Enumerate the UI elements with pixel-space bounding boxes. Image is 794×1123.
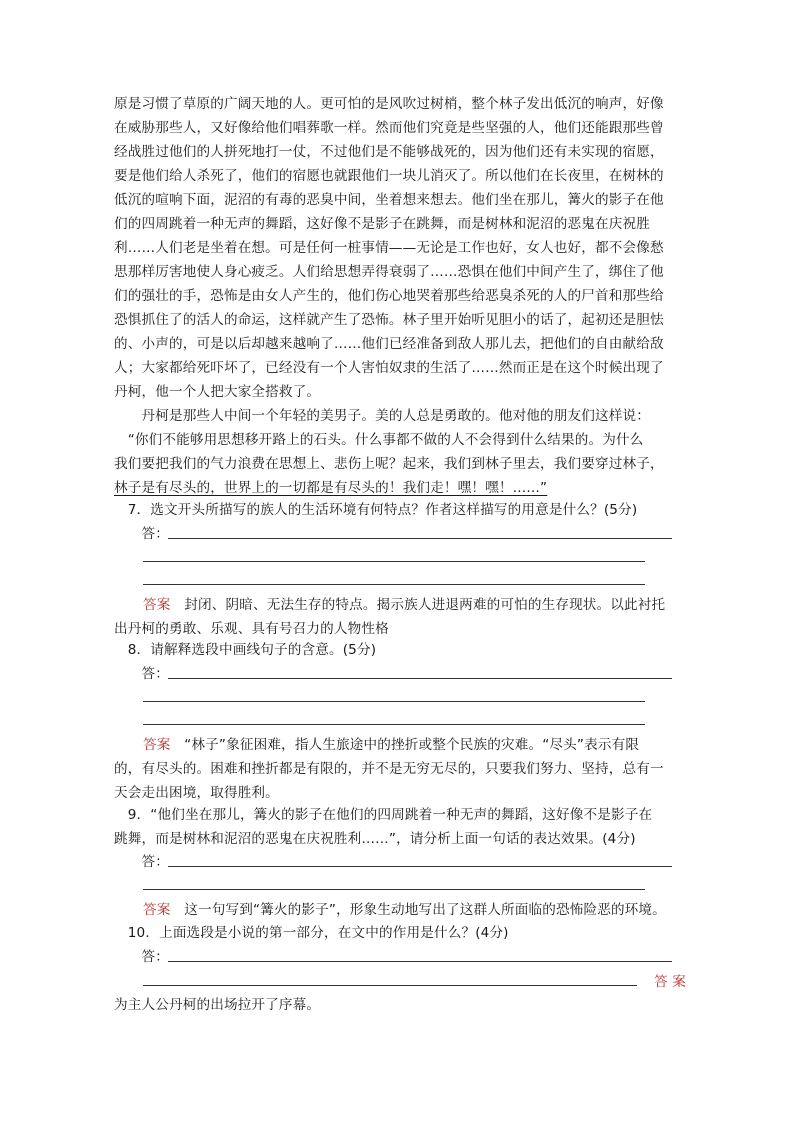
question-9: 跳舞，而是树林和泥沼的恶鬼在庆祝胜利……”，请分析上面一句话的表达效果。(4分) (114, 831, 636, 847)
answer-9-line (143, 898, 686, 922)
answer-7-line: 出丹柯的勇敢、乐观、具有号召力的人物性格 (114, 621, 389, 637)
passage-line: 人；大家都给死吓坏了，已经没有一个人害怕奴隶的生活了……然而正是在这个时候出现了 (114, 360, 664, 376)
passage-line: 要是他们给人杀死了，他们的宿愿也就跟他们一块儿消灭了。所以他们在长夜里，在树林的 (114, 168, 664, 184)
answer-label: 答案 (143, 902, 171, 918)
answer-label: 答 案 (654, 974, 686, 990)
passage-line: 们的四周跳着一种无声的舞蹈，这好像不是影子在跳舞，而是树林和泥沼的恶鬼在庆祝胜 (114, 216, 651, 232)
answer-blank-line[interactable] (143, 889, 645, 890)
answer-blank-line[interactable] (168, 538, 672, 539)
passage-line: 们的强壮的手，恐怖是由女人产生的，他们伤心地哭着那些给恶臭杀死的人的尸首和那些给 (114, 288, 664, 304)
answer-blank-line[interactable] (168, 678, 672, 679)
question-9: 9．“他们坐在那儿，篝火的影子在他们的四周跳着一种无声的舞蹈，这好像不是影子在 (114, 807, 653, 823)
question-10: 10．上面选段是小说的第一部分，在文中的作用是什么？(4分) (114, 925, 509, 941)
passage-line: 经战胜过他们的人拼死地打一仗，不过他们是不能够战死的，因为他们还有未实现的宿愿， (114, 144, 664, 160)
answer-10-line: 为主人公丹柯的出场拉开了序幕。 (114, 997, 321, 1013)
passage-line: “你们不能够用思想移开路上的石头。什么事都不做的人不会得到什么结果的。为什么 (114, 432, 644, 448)
passage-line: 丹柯是那些人中间一个年轻的美男子。美的人总是勇敢的。他对他的朋友们这样说： (114, 408, 651, 424)
answer-label: 答案 (143, 737, 171, 753)
answer-prompt: 答： (114, 666, 169, 682)
answer-prompt: 答： (114, 526, 169, 542)
answer-blank-line[interactable] (143, 985, 637, 986)
answer-blank-line[interactable] (168, 866, 672, 867)
answer-prompt: 答： (114, 949, 169, 965)
passage-line: 恐惧抓住了的活人的命运，这样就产生了恐怖。林子里开始听见胆小的话了，起初还是胆怯 (114, 312, 664, 328)
passage-line: 的、小声的，可是以后却越来越响了……他们已经准备到敌人那儿去，把他们的自由献给敌 (114, 336, 664, 352)
answer-blank-line[interactable] (143, 561, 645, 562)
answer-blank-line[interactable] (143, 584, 645, 585)
question-7: 7．选文开头所描写的族人的生活环境有何特点？作者这样描写的用意是什么？(5分) (114, 502, 638, 518)
answer-8-line: 的，有尽头的。困难和挫折都是有限的，并不是无穷无尽的，只要我们努力、坚持，总有一 (114, 761, 664, 777)
answer-text: 封闭、阴暗、无法生存的特点。揭示族人进退两难的可怕的生存现状。以此衬托 (170, 597, 666, 613)
question-8: 8．请解释选段中画线句子的含意。(5分) (114, 642, 377, 658)
passage-line: 在威胁那些人，又好像给他们唱葬歌一样。然而他们究竟是些坚强的人，他们还能跟那些曾 (114, 120, 664, 136)
passage-line: 丹柯，他一个人把大家全搭救了。 (114, 384, 321, 400)
passage-line: 我们要把我们的气力浪费在思想上、悲伤上呢？起来，我们到林子里去，我们要穿过林子， (114, 456, 664, 472)
answer-text: 这一句写到“篝火的影子”，形象生动地写出了这群人所面临的恐怖险恶的环境。 (170, 902, 666, 918)
passage-line: 思那样厉害地使人身心疲乏。人们给思想弄得衰弱了……恐惧在他们中间产生了，绑住了他 (114, 264, 664, 280)
passage-line: 原是习惯了草原的广阔天地的人。更可怕的是风吹过树梢，整个林子发出低沉的响声，好像 (114, 96, 664, 112)
passage-line: 低沉的喧响下面，泥沼的有毒的恶臭中间，坐着想来想去。他们坐在那儿，篝火的影子在他 (114, 192, 664, 208)
answer-8-line: 天会走出困境，取得胜利。 (114, 785, 279, 801)
answer-blank-line[interactable] (143, 724, 645, 725)
answer-blank-line[interactable] (168, 961, 672, 962)
answer-label: 答案 (143, 597, 171, 613)
answer-8-line (143, 733, 686, 757)
answer-text: “林子”象征困难，指人生旅途中的挫折或整个民族的灾难。“尽头”表示有限 (170, 737, 640, 753)
answer-7-line (143, 593, 686, 617)
answer-blank-line[interactable] (143, 701, 645, 702)
passage-line: 利……人们老是坐着在想。可是任何一桩事情——无论是工作也好，女人也好，都不会像愁 (114, 240, 664, 256)
answer-prompt: 答： (114, 854, 169, 870)
underlined-sentence: 林子是有尽头的，世界上的一切都是有尽头的！我们走！嘿！嘿！……” (114, 480, 548, 496)
